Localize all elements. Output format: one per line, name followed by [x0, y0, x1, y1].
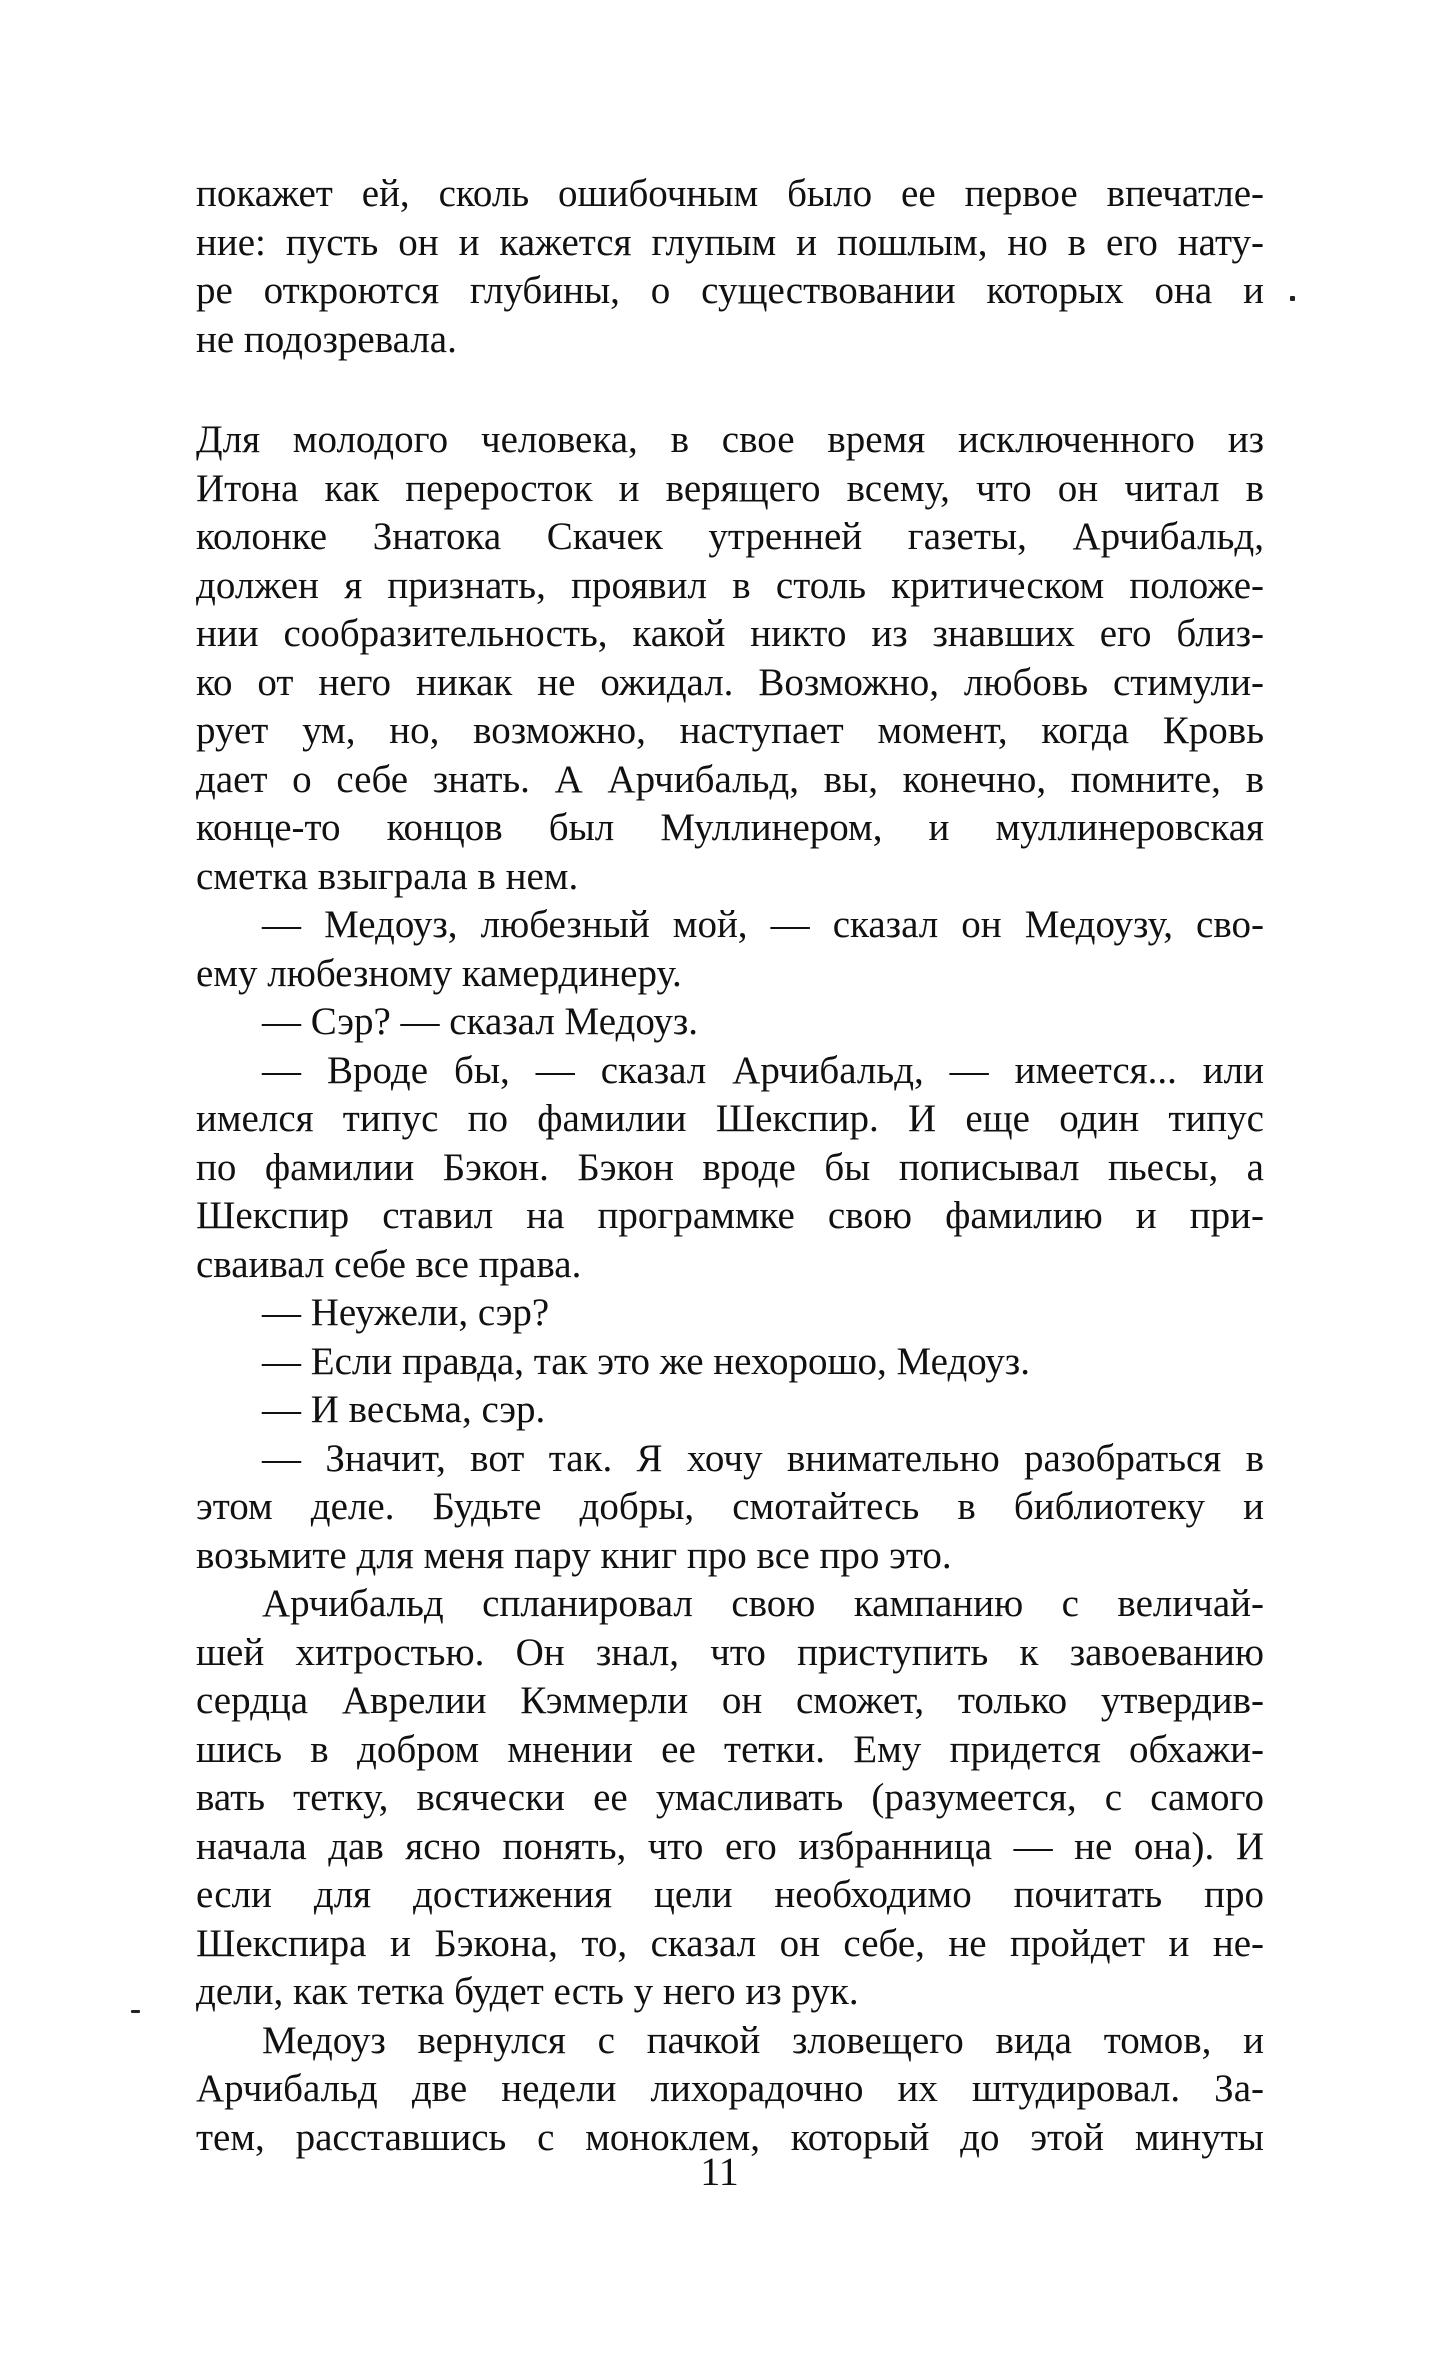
text-line: по фамилии Бэкон. Бэкон вроде бы пописывал пьесы, а — [196, 1145, 1264, 1189]
paragraph — [196, 2017, 1264, 2163]
paragraph — [196, 416, 1264, 901]
paragraph — [196, 1047, 1264, 1290]
text-line: не подозревала. — [196, 317, 457, 361]
text-line: — Медоуз, любезный мой, — сказал он Медоузу, сво- — [262, 903, 1264, 946]
text-line: Итона как переросток и верящего всему, что он читал в — [196, 466, 1264, 510]
text-line: Арчибальд спланировал свою кампанию с величай- — [262, 1582, 1264, 1625]
text-line: ре откроются глубины, о существовании которых она и — [196, 269, 1264, 312]
text-line: возьмите для меня пару книг про все про это. — [196, 1533, 952, 1577]
text-line: — Неужели, сэр? — [262, 1291, 550, 1334]
text-line: — Сэр? — сказал Медоуз. — [262, 1000, 699, 1043]
text-line: сердца Аврелии Кэммерли он сможет, только утвердив- — [196, 1679, 1264, 1722]
paragraph — [196, 1289, 1264, 1338]
text-line: — Если правда, так это же нехорошо, Медоуз. — [262, 1339, 1030, 1383]
text-line: должен я признать, проявил в столь критическом положе- — [196, 563, 1264, 607]
text-line: дает о себе знать. А Арчибальд, вы, конечно, помните, в — [196, 757, 1264, 801]
text-line: Медоуз вернулся с пачкой зловещего вида томов, и — [262, 2018, 1264, 2062]
text-line: — И весьма, сэр. — [262, 1388, 546, 1431]
text-line: покажет ей, сколь ошибочным было ее первое впечатле- — [196, 172, 1264, 215]
paragraph-gap — [196, 364, 1264, 416]
paragraph — [196, 1338, 1264, 1387]
text-line: конце-то концов был Муллинером, и муллинеровская — [196, 806, 1264, 849]
text-line: Шекспир ставил на программке свою фамилию и при- — [196, 1194, 1264, 1237]
paragraph — [196, 998, 1264, 1047]
text-line: ему любезному камердинеру. — [196, 951, 682, 995]
paragraph — [196, 1386, 1264, 1435]
text-line: если для достижения цели необходимо почитать про — [196, 1873, 1264, 1916]
paragraph — [196, 1435, 1264, 1581]
text-line: колонке Знатока Скачек утренней газеты, Арчибальд, — [196, 515, 1264, 558]
text-line: шись в добром мнении ее тетки. Ему придется обхажи- — [196, 1727, 1264, 1771]
text-line: сметка взыграла в нем. — [196, 854, 579, 898]
text-line: Для молодого человека, в свое время исключенного из — [196, 418, 1264, 461]
page-body — [196, 170, 1264, 2162]
print-speck — [131, 2010, 140, 2013]
paragraph — [196, 901, 1264, 998]
text-line: нии сообразительность, какой никто из знавших его близ- — [196, 612, 1264, 655]
text-line: — Вроде бы, — сказал Арчибальд, — имеется... или — [262, 1048, 1264, 1092]
text-line: ко от него никак не ожидал. Возможно, любовь стимули- — [196, 660, 1264, 704]
paragraph — [196, 170, 1264, 364]
text-line: вать тетку, всячески ее умасливать (разумеется, с самого — [196, 1776, 1264, 1819]
text-line: сваивал себе все права. — [196, 1242, 582, 1286]
print-speck — [1290, 296, 1295, 301]
page-number: 11 — [700, 2149, 739, 2194]
paragraph — [196, 1580, 1264, 2017]
text-line: Арчибальд две недели лихорадочно их штудировал. За- — [196, 2067, 1264, 2110]
text-line: дели, как тетка будет есть у него из рук. — [196, 1970, 859, 2013]
text-line: начала дав ясно понять, что его избранница — не она). И — [196, 1824, 1264, 1868]
text-line: имелся типус по фамилии Шекспир. И еще один типус — [196, 1097, 1264, 1140]
text-line: этом деле. Будьте добры, смотайтесь в библиотеку и — [196, 1485, 1264, 1528]
text-line: шей хитростью. Он знал, что приступить к завоеванию — [196, 1630, 1264, 1674]
text-line: рует ум, но, возможно, наступает момент, когда Кровь — [196, 709, 1264, 752]
text-line: — Значит, вот так. Я хочу внимательно разобраться в — [262, 1436, 1264, 1480]
text-line: тем, расставшись с моноклем, который до этой минуты — [196, 2115, 1264, 2159]
text-line: ние: пусть он и кажется глупым и пошлым, но в его нату- — [196, 220, 1264, 264]
text-line: Шекспира и Бэкона, то, сказал он себе, не пройдет и не- — [196, 1921, 1264, 1965]
